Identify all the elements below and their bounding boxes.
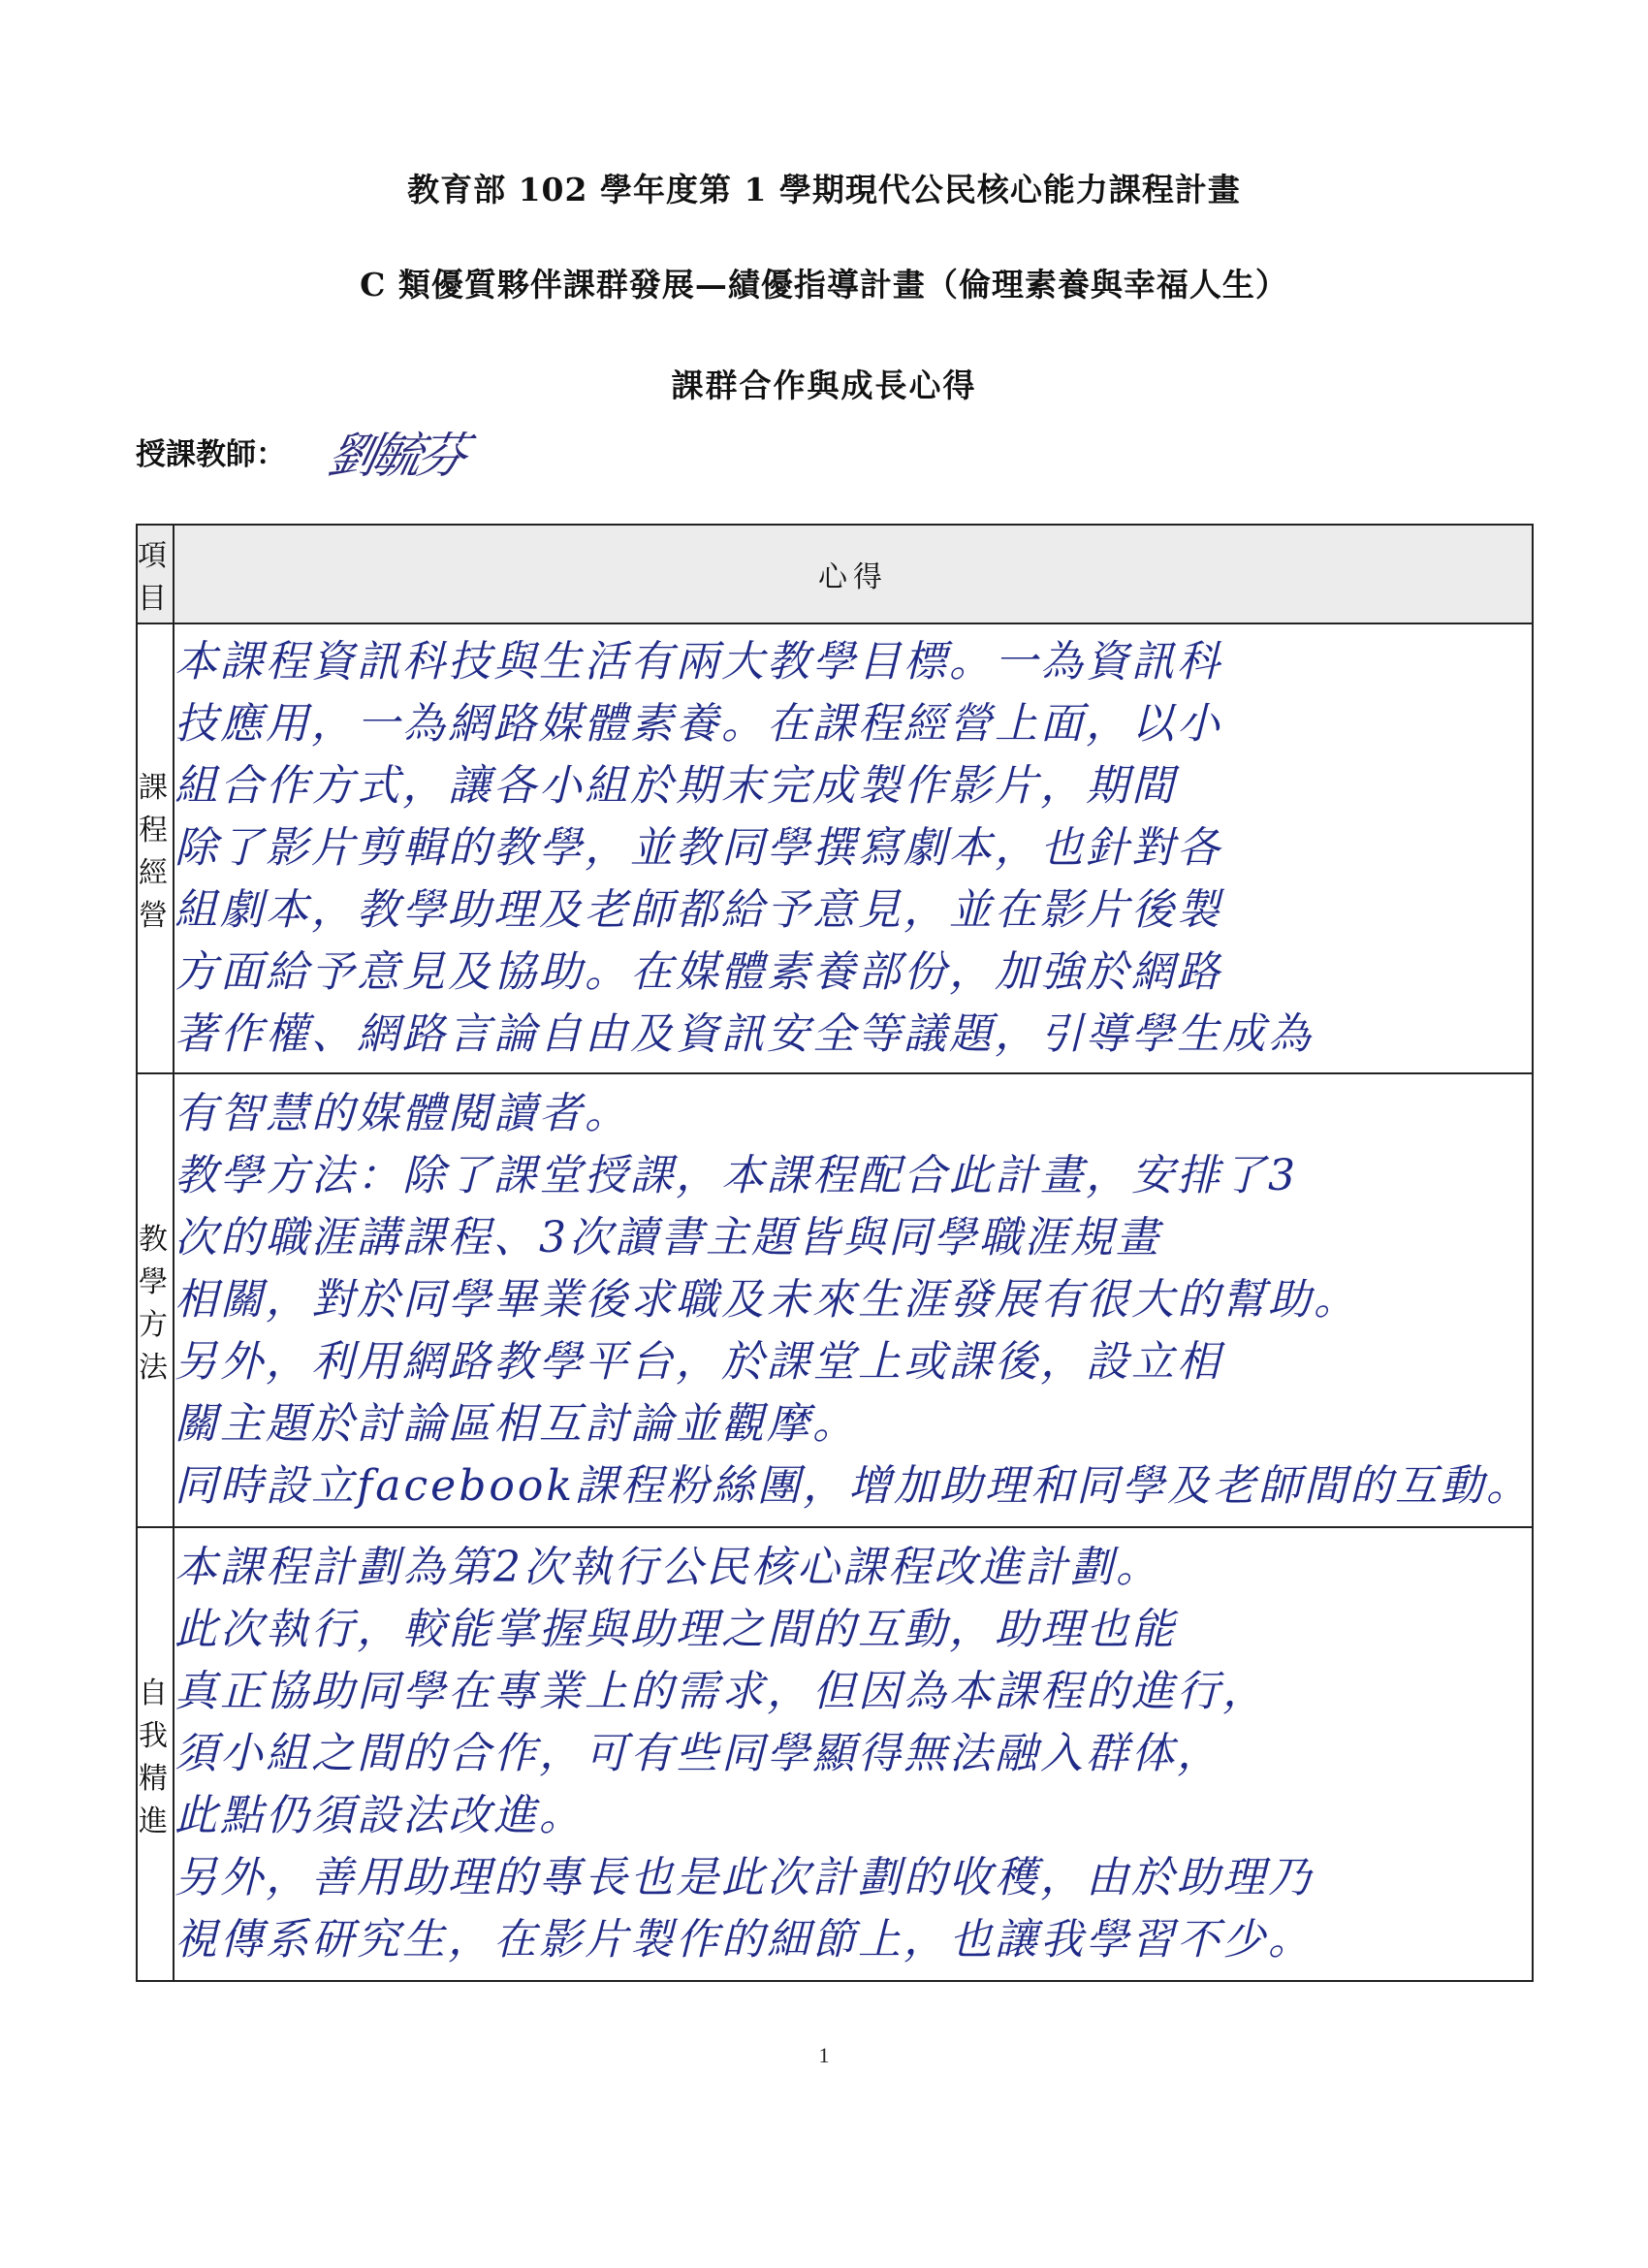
- handwritten-line: 此點仍須設法改進。: [174, 1791, 585, 1840]
- handwritten-line: 有智慧的媒體閱讀者。: [174, 1089, 630, 1138]
- teacher-signature-text: 劉毓芬: [322, 428, 469, 484]
- page-number: 1: [818, 2043, 830, 2067]
- handwritten-line: 著作權、網路言論自由及資訊安全等議題，引導學生成為: [174, 1009, 1314, 1059]
- handwritten-line: 關主題於討論區相互討論並觀摩。: [174, 1399, 858, 1449]
- teacher-signature: [322, 417, 485, 485]
- handwritten-line: 此次執行，較能掌握與助理之間的互動，助理也能: [174, 1605, 1177, 1654]
- handwritten-line: 除了影片剪輯的教學，並教同學撰寫劇本，也針對各: [174, 823, 1222, 873]
- row-label-self-improvement: 自我精進: [137, 1527, 174, 1981]
- handwritten-line: 組劇本，教學助理及老師都給予意見，並在影片後製: [174, 885, 1222, 935]
- handwritten-line: 組合作方式，讓各小組於期末完成製作影片，期間: [174, 761, 1177, 811]
- table-row: [137, 1527, 1533, 1981]
- table-header-row: [137, 525, 1533, 623]
- handwritten-line: 視傳系研究生，在影片製作的細節上，也讓我學習不少。: [174, 1915, 1314, 1965]
- column-header-reflection: 心得: [174, 525, 1533, 623]
- handwritten-line: 相關，對於同學畢業後求職及未來生涯發展有很大的幫助。: [174, 1275, 1359, 1325]
- handwritten-line: 另外，利用網路教學平台，於課堂上或課後，設立相: [174, 1337, 1222, 1387]
- handwritten-line: 次的職涯講課程、3次讀書主題皆與同學職涯規畫: [174, 1213, 1161, 1262]
- handwritten-line: 另外，善用助理的專長也是此次計劃的收穫，由於助理乃: [174, 1853, 1314, 1902]
- handwritten-line: 須小組之間的合作，可有些同學顯得無法融入群体，: [174, 1729, 1222, 1778]
- handwritten-line: 方面給予意見及協助。在媒體素養部份，加強於網路: [174, 947, 1222, 997]
- handwritten-line: 同時設立facebook課程粉絲團，增加助理和同學及老師間的互動。: [174, 1461, 1533, 1511]
- reflection-cell-course-management: [174, 623, 1533, 1073]
- document-title: 教育部 102 學年度第 1 學期現代公民核心能力課程計畫: [407, 171, 1241, 208]
- reflection-cell-teaching-method: [174, 1073, 1533, 1527]
- reflection-cell-self-improvement: [174, 1527, 1533, 1981]
- reflection-table: [136, 524, 1534, 1982]
- table-row: [137, 1073, 1533, 1527]
- handwritten-line: 真正協助同學在專業上的需求，但因為本課程的進行，: [174, 1667, 1268, 1716]
- teacher-label: 授課教師：: [136, 437, 286, 472]
- handwritten-line: 教學方法：除了課堂授課，本課程配合此計畫，安排了3: [174, 1151, 1298, 1200]
- table-row: [137, 623, 1533, 1073]
- section-title: 課群合作與成長心得: [671, 367, 977, 404]
- handwritten-line: 技應用，一為網路媒體素養。在課程經營上面，以小: [174, 699, 1222, 749]
- row-label-course-management: 課程經營: [137, 623, 174, 1073]
- document-subtitle: C 類優質夥伴課群發展—績優指導計畫（倫理素養與幸福人生）: [360, 266, 1288, 303]
- row-label-teaching-method: 教學方法: [137, 1073, 174, 1527]
- handwritten-line: 本課程計劃為第2次執行公民核心課程改進計劃。: [174, 1543, 1161, 1592]
- column-header-item: 項目: [137, 525, 174, 623]
- handwritten-line: 本課程資訊科技與生活有兩大教學目標。一為資訊科: [174, 637, 1222, 687]
